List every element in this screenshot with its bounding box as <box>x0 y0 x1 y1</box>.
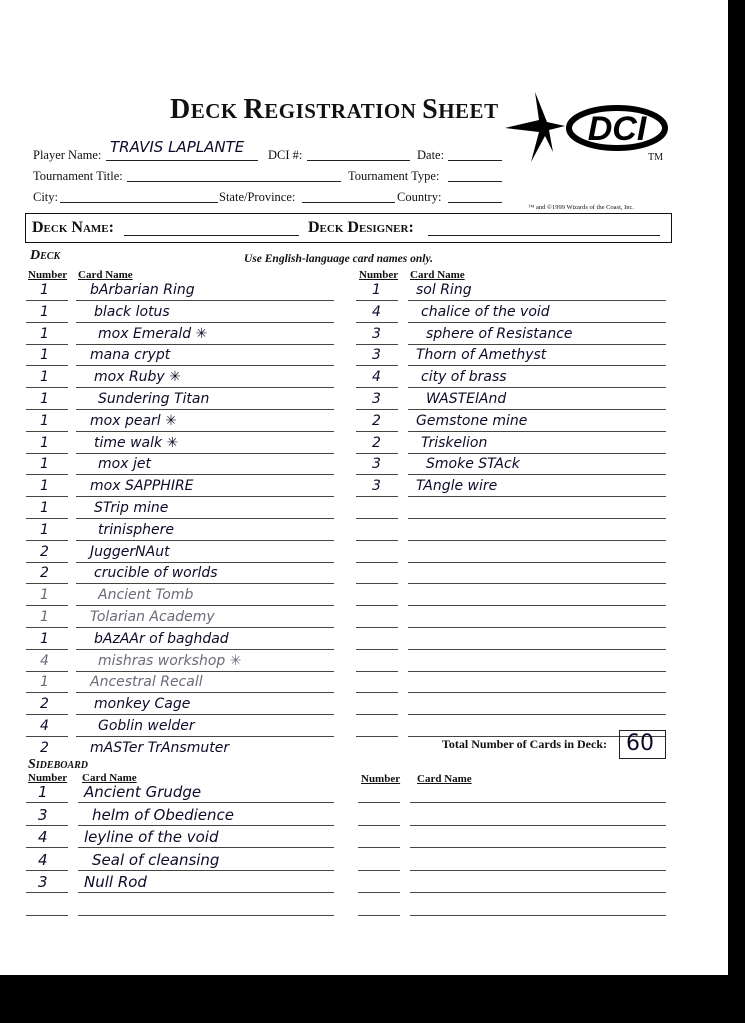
sideboard-card-qty: 1 <box>38 783 48 801</box>
deck-card-qty: 2 <box>40 696 49 713</box>
date-line <box>448 160 502 161</box>
deck-name-line-right <box>408 671 666 672</box>
deck-card-name: Goblin welder <box>98 718 195 734</box>
deck-qty-line-left <box>26 431 68 432</box>
deck-name-line-right <box>408 344 666 345</box>
scan-edge-bottom <box>0 975 745 1023</box>
deck-card-name: mox Ruby ✳ <box>94 369 181 386</box>
deck-name-line-right <box>408 714 666 715</box>
deck-card-name: mox jet <box>98 456 151 473</box>
deck-name-line-left <box>76 409 334 410</box>
sideboard-card-name-header-left: Card Name <box>82 772 137 784</box>
deck-qty-line-left <box>26 300 68 301</box>
sideboard-card-qty: 4 <box>38 828 48 846</box>
sideboard-name-line-left <box>78 915 334 916</box>
deck-name-line-right <box>408 453 666 454</box>
deck-qty-line-left <box>26 409 68 410</box>
deck-card-name: city of brass <box>421 369 507 386</box>
country-line <box>448 202 502 203</box>
sheet-title: DECK REGISTRATION SHEET <box>170 94 499 125</box>
deck-card-qty: 1 <box>40 347 49 364</box>
tournament-title-line <box>127 181 341 182</box>
sideboard-qty-line-left <box>26 915 68 916</box>
city-line <box>60 202 218 203</box>
deck-name-line-right <box>408 496 666 497</box>
sideboard-card-name-header-right: Card Name <box>417 773 472 785</box>
sideboard-number-header-left: Number <box>28 772 68 784</box>
deck-name-box <box>25 213 672 243</box>
deck-qty-line-right <box>356 409 398 410</box>
deck-qty-line-left <box>26 322 68 323</box>
tournament-type-line <box>448 181 502 182</box>
deck-card-qty: 3 <box>372 325 381 342</box>
deck-qty-line-right <box>356 736 398 737</box>
deck-card-qty: 1 <box>40 303 49 320</box>
deck-name-line-left <box>76 453 334 454</box>
deck-qty-line-left <box>26 583 68 584</box>
sideboard-qty-line-left <box>26 870 68 871</box>
deck-qty-line-left <box>26 496 68 497</box>
deck-qty-line-left <box>26 474 68 475</box>
sideboard-qty-line-left <box>26 802 68 803</box>
deck-card-name: STrip mine <box>94 500 169 516</box>
deck-card-name: bArbarian Ring <box>90 282 195 298</box>
deck-qty-line-right <box>356 671 398 672</box>
deck-name-line-left <box>76 431 334 432</box>
deck-card-qty: 4 <box>40 652 49 669</box>
deck-card-qty: 1 <box>372 282 381 298</box>
deck-qty-line-right <box>356 322 398 323</box>
deck-card-name: TAngle wire <box>416 478 498 495</box>
deck-name-line-right <box>408 649 666 650</box>
sideboard-qty-line-right <box>358 892 400 893</box>
deck-name-line-left <box>76 540 334 541</box>
deck-name-line-left <box>76 518 334 519</box>
sideboard-name-line-right <box>410 802 666 803</box>
deck-name-line-right <box>408 300 666 301</box>
deck-name-line <box>124 235 299 236</box>
sideboard-card-qty: 3 <box>38 873 48 891</box>
deck-name-line-right <box>408 365 666 366</box>
sideboard-name-line-left <box>78 892 334 893</box>
deck-card-name: JuggerNAut <box>90 543 170 560</box>
deck-card-name-header-left: Card Name <box>78 269 133 281</box>
deck-card-name: sphere of Resistance <box>426 325 573 342</box>
sideboard-name-line-right <box>410 825 666 826</box>
trademark-label: TM <box>648 152 663 163</box>
deck-card-qty: 1 <box>40 456 49 473</box>
deck-name-line-left <box>76 583 334 584</box>
deck-card-qty: 2 <box>372 412 381 429</box>
deck-qty-line-right <box>356 605 398 606</box>
deck-card-qty: 1 <box>40 609 49 625</box>
deck-card-name: bAzAAr of baghdad <box>94 630 229 647</box>
deck-card-qty: 1 <box>40 478 49 495</box>
sideboard-card-name: leyline of the void <box>84 828 219 846</box>
deck-card-name: trinisphere <box>98 521 174 538</box>
sideboard-card-qty: 3 <box>38 805 48 824</box>
deck-card-name: Sundering Titan <box>98 391 210 407</box>
deck-card-qty: 3 <box>372 391 381 407</box>
deck-designer-label: Deck Designer: <box>308 219 414 236</box>
deck-name-line-right <box>408 387 666 388</box>
sideboard-qty-line-right <box>358 870 400 871</box>
deck-qty-line-right <box>356 714 398 715</box>
deck-card-qty: 3 <box>372 478 381 495</box>
player-name-label: Player Name: <box>33 148 102 162</box>
copyright-notice: ™ and ©1999 Wizards of the Coast, Inc. <box>528 204 635 211</box>
deck-card-name: chalice of the void <box>421 303 550 320</box>
deck-card-qty: 1 <box>40 674 49 691</box>
sideboard-card-qty: 4 <box>38 850 48 869</box>
deck-name-line-left <box>76 365 334 366</box>
deck-designer-line <box>428 235 660 236</box>
country-label: Country: <box>397 190 442 204</box>
deck-card-name: mox Emerald ✳ <box>98 325 208 342</box>
deck-qty-line-left <box>26 540 68 541</box>
deck-card-name-header-right: Card Name <box>410 269 465 281</box>
dci-number-line <box>307 160 410 161</box>
deck-name-line-right <box>408 605 666 606</box>
sideboard-name-line-left <box>78 825 334 826</box>
deck-qty-line-right <box>356 627 398 628</box>
deck-qty-line-left <box>26 605 68 606</box>
deck-qty-line-left <box>26 562 68 563</box>
deck-card-name: Thorn of Amethyst <box>416 347 547 364</box>
state-label: State/Province: <box>219 190 296 204</box>
deck-name-line-left <box>76 474 334 475</box>
deck-card-qty: 1 <box>40 500 49 516</box>
deck-card-name: Gemstone mine <box>416 412 528 429</box>
deck-name-line-left <box>76 344 334 345</box>
deck-qty-line-left <box>26 518 68 519</box>
deck-name-line-left <box>76 387 334 388</box>
sideboard-name-line-left <box>78 802 334 803</box>
sideboard-qty-line-left <box>26 825 68 826</box>
deck-qty-line-right <box>356 692 398 693</box>
deck-card-qty: 2 <box>40 739 49 756</box>
deck-card-name: mox pearl ✳ <box>90 412 177 429</box>
deck-name-line-right <box>408 562 666 563</box>
deck-name-line-left <box>76 627 334 628</box>
deck-name-line-left <box>76 562 334 563</box>
sideboard-name-line-left <box>78 847 334 848</box>
sideboard-name-line-right <box>410 847 666 848</box>
deck-card-qty: 1 <box>40 369 49 386</box>
deck-card-name: time walk ✳ <box>94 434 179 451</box>
deck-qty-line-left <box>26 387 68 388</box>
deck-card-qty: 1 <box>40 587 49 604</box>
deck-card-qty: 1 <box>40 412 49 429</box>
deck-qty-line-left <box>26 344 68 345</box>
english-names-instruction: Use English-language card names only. <box>244 253 434 265</box>
deck-qty-line-right <box>356 562 398 563</box>
sideboard-qty-line-right <box>358 915 400 916</box>
deck-qty-line-right <box>356 453 398 454</box>
sideboard-name-line-right <box>410 892 666 893</box>
deck-name-line-right <box>408 583 666 584</box>
deck-card-qty: 1 <box>40 521 49 538</box>
deck-name-line-left <box>76 496 334 497</box>
sideboard-number-header-right: Number <box>361 773 401 785</box>
deck-qty-line-left <box>26 671 68 672</box>
deck-card-qty: 4 <box>372 369 381 386</box>
deck-name-label: Deck Name: <box>32 219 114 236</box>
sideboard-card-name: Null Rod <box>84 873 147 891</box>
deck-qty-line-left <box>26 692 68 693</box>
sideboard-qty-line-right <box>358 847 400 848</box>
deck-card-qty: 1 <box>40 434 49 451</box>
deck-name-line-right <box>408 518 666 519</box>
deck-card-name: crucible of worlds <box>94 565 218 582</box>
deck-name-line-right <box>408 322 666 323</box>
deck-card-name: Smoke STAck <box>426 456 520 473</box>
deck-qty-line-right <box>356 540 398 541</box>
sideboard-name-line-left <box>78 870 334 871</box>
deck-qty-line-right <box>356 344 398 345</box>
deck-name-line-right <box>408 431 666 432</box>
deck-card-qty: 3 <box>372 347 381 364</box>
deck-name-line-left <box>76 736 334 737</box>
sideboard-name-line-right <box>410 915 666 916</box>
player-name-value: TRAVIS LAPLANTE <box>110 138 245 156</box>
deck-card-qty: 2 <box>40 565 49 582</box>
deck-qty-line-right <box>356 387 398 388</box>
deck-card-name: WASTElAnd <box>426 391 507 407</box>
deck-name-line-right <box>408 474 666 475</box>
deck-name-line-left <box>76 605 334 606</box>
deck-section-label: Deck <box>30 248 61 263</box>
dci-logo-text: DCI <box>587 110 647 148</box>
scan-edge-right <box>728 0 745 975</box>
state-line <box>302 202 395 203</box>
deck-qty-line-left <box>26 627 68 628</box>
sideboard-name-line-right <box>410 870 666 871</box>
tournament-title-label: Tournament Title: <box>33 169 123 183</box>
deck-qty-line-left <box>26 365 68 366</box>
deck-card-qty: 4 <box>40 718 49 734</box>
deck-name-line-left <box>76 671 334 672</box>
deck-qty-line-right <box>356 583 398 584</box>
deck-card-qty: 2 <box>40 543 49 560</box>
deck-qty-line-right <box>356 300 398 301</box>
sideboard-qty-line-left <box>26 847 68 848</box>
deck-name-line-right <box>408 692 666 693</box>
deck-card-name: black lotus <box>94 303 170 320</box>
total-cards-value: 60 <box>626 731 654 756</box>
deck-card-qty: 1 <box>40 630 49 647</box>
sideboard-card-name: Seal of cleansing <box>92 850 220 869</box>
deck-card-name: mox SAPPHIRE <box>90 478 194 495</box>
tournament-type-label: Tournament Type: <box>348 169 440 183</box>
deck-name-line-left <box>76 649 334 650</box>
deck-qty-line-left <box>26 649 68 650</box>
deck-qty-line-left <box>26 736 68 737</box>
deck-card-name: Tolarian Academy <box>90 609 215 625</box>
deck-card-qty: 1 <box>40 282 49 298</box>
date-label: Date: <box>417 148 445 162</box>
city-label: City: <box>33 190 59 204</box>
deck-qty-line-right <box>356 431 398 432</box>
deck-qty-line-left <box>26 714 68 715</box>
deck-card-name: Ancient Tomb <box>98 587 194 604</box>
deck-qty-line-right <box>356 496 398 497</box>
deck-qty-line-left <box>26 453 68 454</box>
deck-card-name: mana crypt <box>90 347 171 364</box>
deck-name-line-left <box>76 322 334 323</box>
deck-name-line-right <box>408 409 666 410</box>
sideboard-qty-line-right <box>358 802 400 803</box>
deck-name-line-left <box>76 300 334 301</box>
deck-card-qty: 4 <box>372 303 381 320</box>
deck-name-line-left <box>76 714 334 715</box>
sideboard-section-label: Sideboard <box>28 757 89 772</box>
deck-name-line-left <box>76 692 334 693</box>
deck-card-name: mishras workshop ✳ <box>98 652 242 669</box>
sideboard-qty-line-left <box>26 892 68 893</box>
deck-card-qty: 1 <box>40 325 49 342</box>
deck-card-qty: 2 <box>372 434 381 451</box>
deck-qty-line-right <box>356 474 398 475</box>
deck-card-name: Ancestral Recall <box>90 674 203 691</box>
sideboard-card-name: helm of Obedience <box>92 805 234 824</box>
deck-card-name: monkey Cage <box>94 696 191 713</box>
sideboard-qty-line-right <box>358 825 400 826</box>
deck-card-name: mASTer TrAnsmuter <box>90 739 230 756</box>
deck-number-header-right: Number <box>359 269 399 281</box>
deck-card-name: sol Ring <box>416 282 472 298</box>
deck-qty-line-right <box>356 518 398 519</box>
sideboard-card-name: Ancient Grudge <box>84 783 202 801</box>
deck-qty-line-right <box>356 365 398 366</box>
deck-qty-line-right <box>356 649 398 650</box>
deck-card-name: Triskelion <box>421 434 488 451</box>
starburst-icon <box>505 92 565 162</box>
deck-card-qty: 3 <box>372 456 381 473</box>
deck-name-line-right <box>408 540 666 541</box>
deck-number-header-left: Number <box>28 269 68 281</box>
total-cards-label: Total Number of Cards in Deck: <box>442 737 608 751</box>
deck-name-line-right <box>408 627 666 628</box>
dci-number-label: DCI #: <box>268 148 303 162</box>
deck-card-qty: 1 <box>40 391 49 407</box>
total-cards-box <box>619 730 666 759</box>
player-name-line <box>106 160 258 161</box>
